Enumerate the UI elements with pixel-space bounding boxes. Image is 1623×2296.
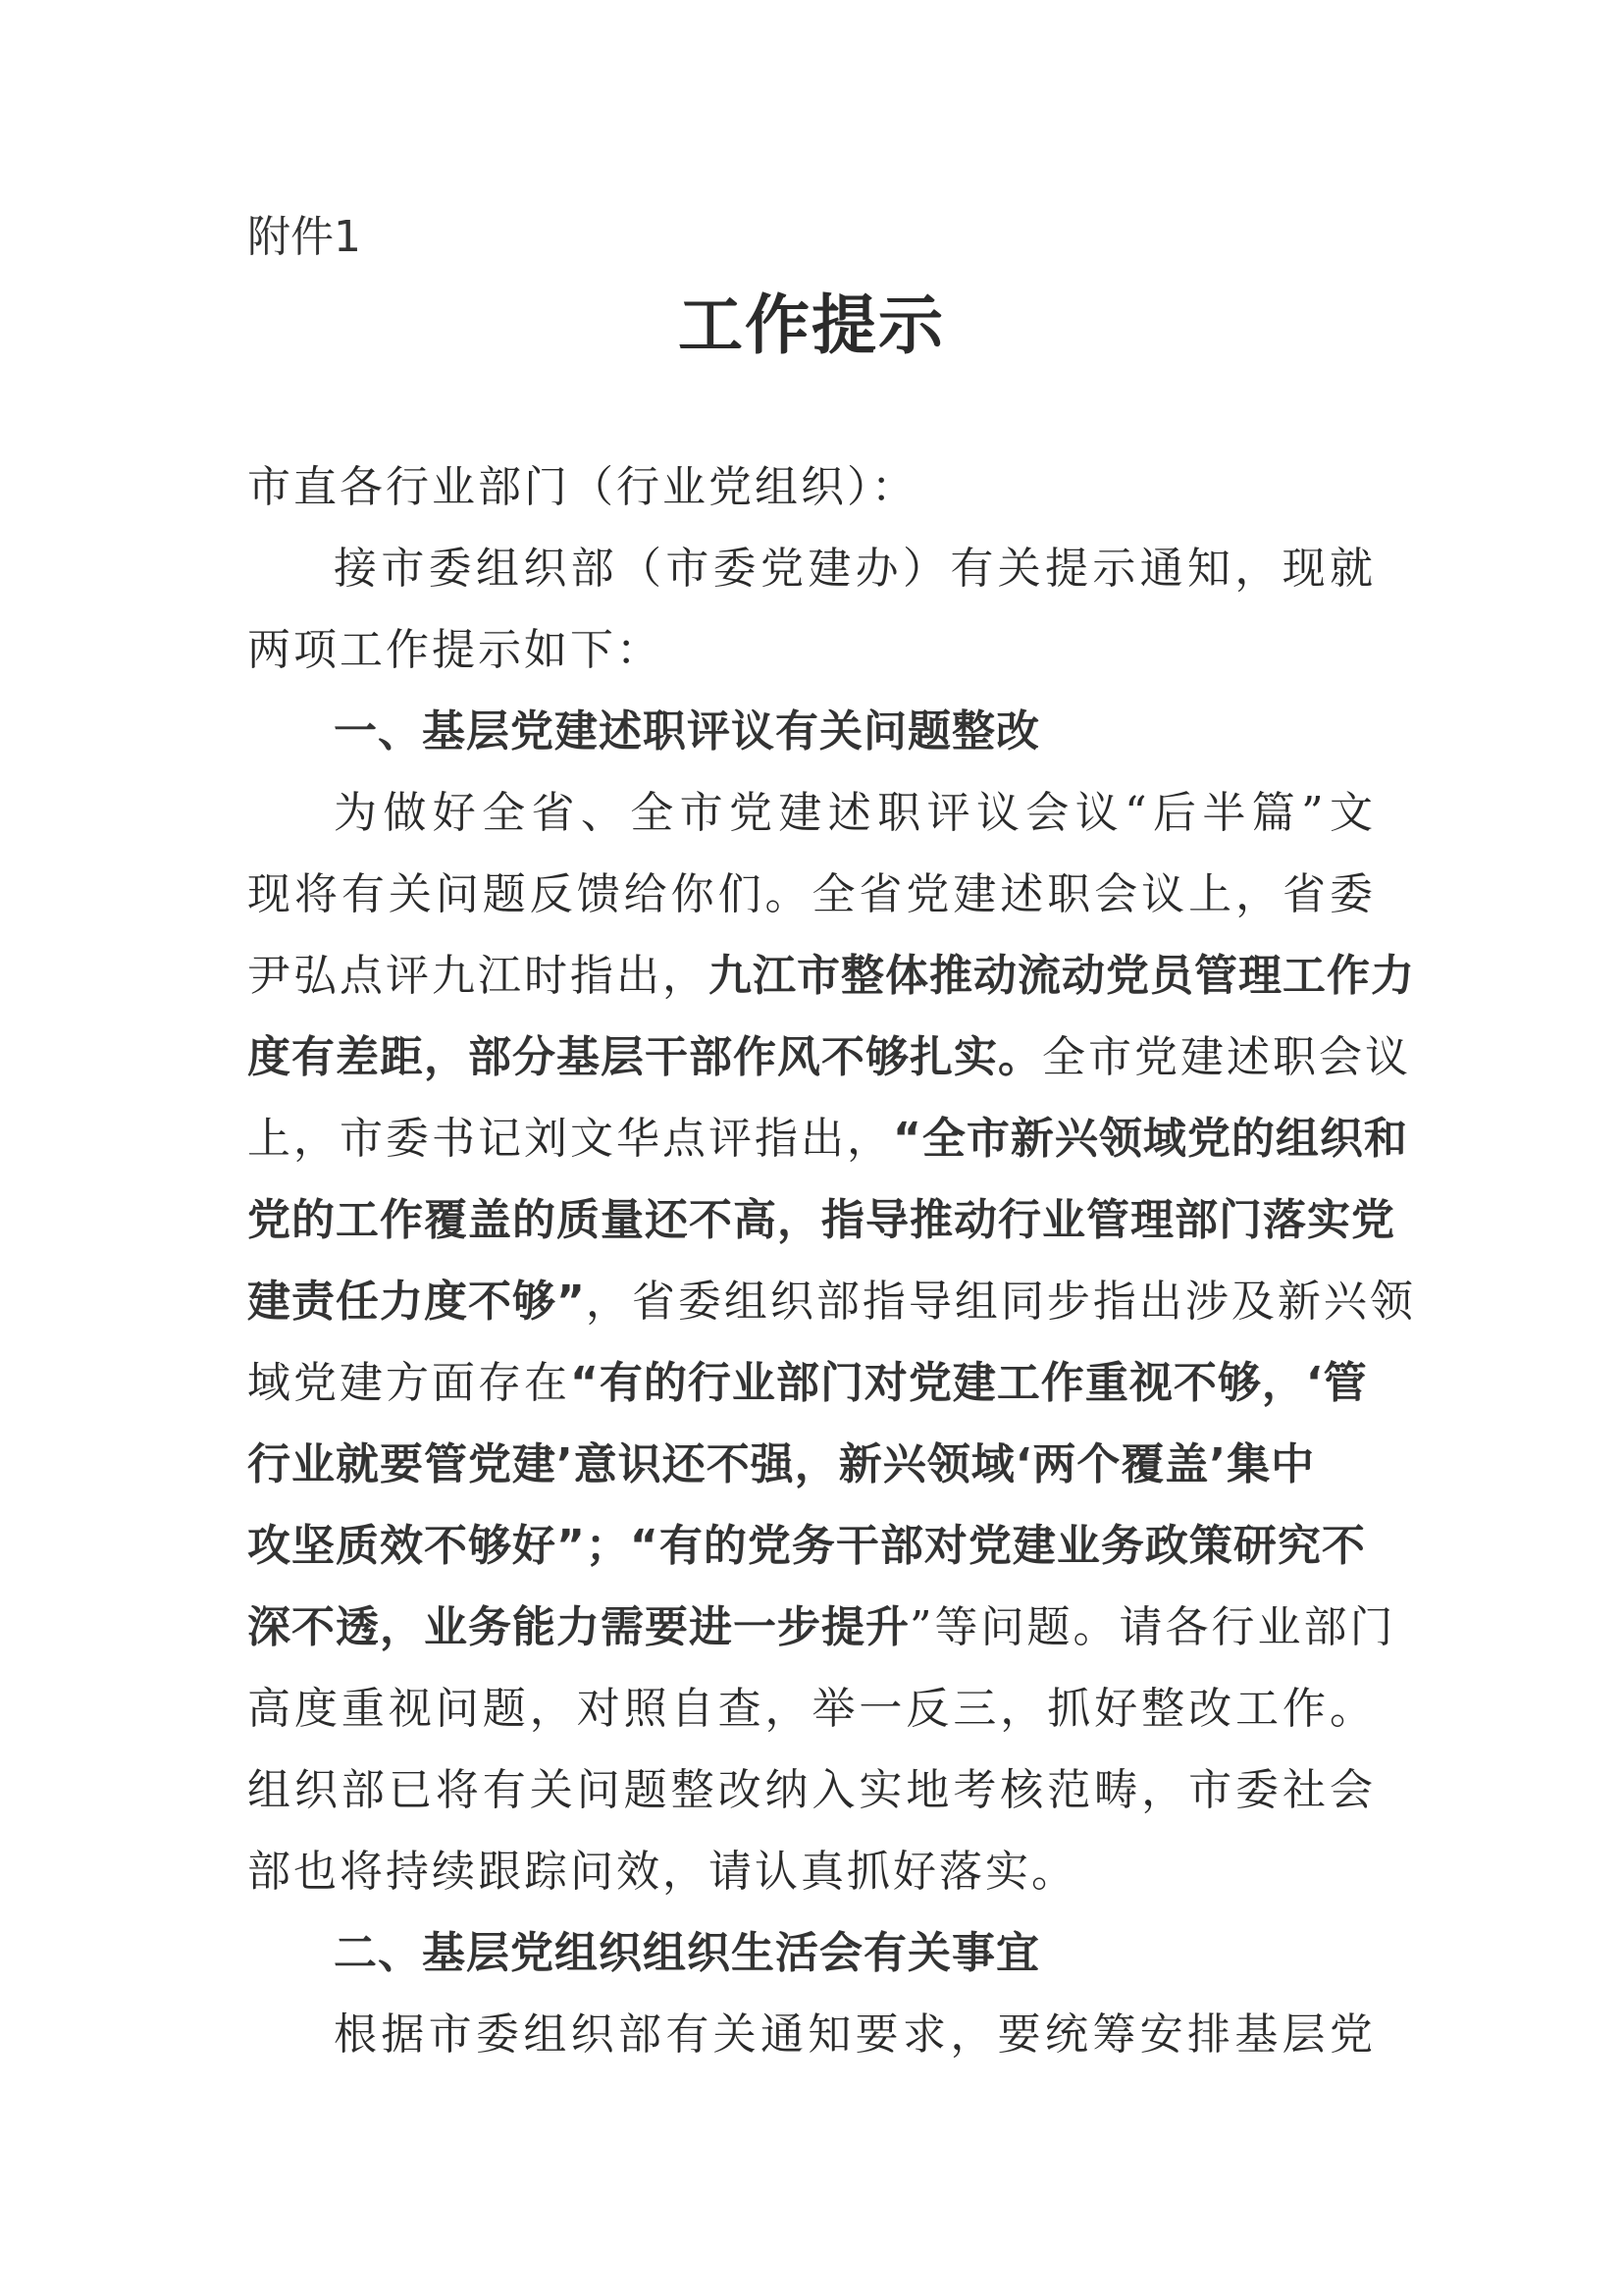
section-heading-2: 二、基层党组织组织生活会有关事宜 xyxy=(334,1928,1040,1978)
text-run: ，省委组织部指导组同步指出涉及新兴领 xyxy=(585,1277,1416,1327)
paragraph-line xyxy=(247,1505,1376,1587)
paragraph-line xyxy=(247,1179,1395,1261)
emphasis-run: “有的行业部门对党建工作重视不够，‘管 xyxy=(570,1358,1368,1408)
intro-line: 两项工作提示如下： xyxy=(247,625,662,675)
text-run: ”等问题。请各行业部门 xyxy=(910,1602,1396,1652)
emphasis-run: 建责任力度不够” xyxy=(247,1277,586,1327)
paragraph-line: 部也将持续跟踪问效，请认真抓好落实。 xyxy=(247,1847,1077,1897)
paragraph-line: 组织部已将有关问题整改纳入实地考核范畴，市委社会 xyxy=(247,1765,1376,1815)
attachment-label: 附件1 xyxy=(247,212,361,262)
emphasis-run: 党的工作覆盖的质量还不高，指导推动行业管理部门落实党 xyxy=(247,1195,1395,1245)
paragraph-line: 现将有关问题反馈给你们。全省党建述职会议上，省委 xyxy=(247,869,1376,919)
document-body xyxy=(247,446,1416,2075)
salutation: 市直各行业部门（行业党组织）： xyxy=(247,462,917,512)
paragraph-line xyxy=(247,1587,1396,1668)
emphasis-run: 度有差距，部分基层干部作风不够扎实。 xyxy=(247,1032,1042,1082)
text-run: 上，市委书记刘文华点评指出， xyxy=(247,1114,893,1164)
section-heading-1: 一、基层党建述职评议有关问题整改 xyxy=(334,706,1040,757)
paragraph-line: 高度重视问题，对照自查，举一反三，抓好整改工作。 xyxy=(247,1684,1376,1734)
paragraph-line xyxy=(247,1424,1376,1505)
paragraph-line: 为做好全省、全市党建述职评议会议“后半篇”文 xyxy=(334,788,1376,838)
paragraph-line xyxy=(247,1261,1416,1342)
document-title: 工作提示 xyxy=(678,287,945,363)
emphasis-run: 行业就要管党建’意识还不强，新兴领域‘两个覆盖’集中 xyxy=(247,1439,1316,1489)
paragraph-line xyxy=(247,1017,1411,1098)
intro-line: 接市委组织部（市委党建办）有关提示通知，现就 xyxy=(334,544,1376,594)
text-run: 全市党建述职会议 xyxy=(1042,1032,1411,1082)
emphasis-run: “全市新兴领域党的组织和 xyxy=(893,1114,1408,1164)
text-run: 尹弘点评九江时指出， xyxy=(247,951,708,1001)
paragraph-line xyxy=(247,935,1415,1017)
emphasis-run: 攻坚质效不够好”；“有的党务干部对党建业务政策研究不 xyxy=(247,1521,1366,1571)
emphasis-run: 九江市整体推动流动党员管理工作力 xyxy=(708,951,1415,1001)
text-run: 域党建方面存在 xyxy=(247,1358,570,1408)
paragraph-line xyxy=(247,1342,1376,1424)
paragraph-line xyxy=(247,1098,1408,1179)
emphasis-run: 深不透，业务能力需要进一步提升 xyxy=(247,1602,910,1652)
paragraph-line: 根据市委组织部有关通知要求，要统筹安排基层党 xyxy=(334,2009,1376,2060)
